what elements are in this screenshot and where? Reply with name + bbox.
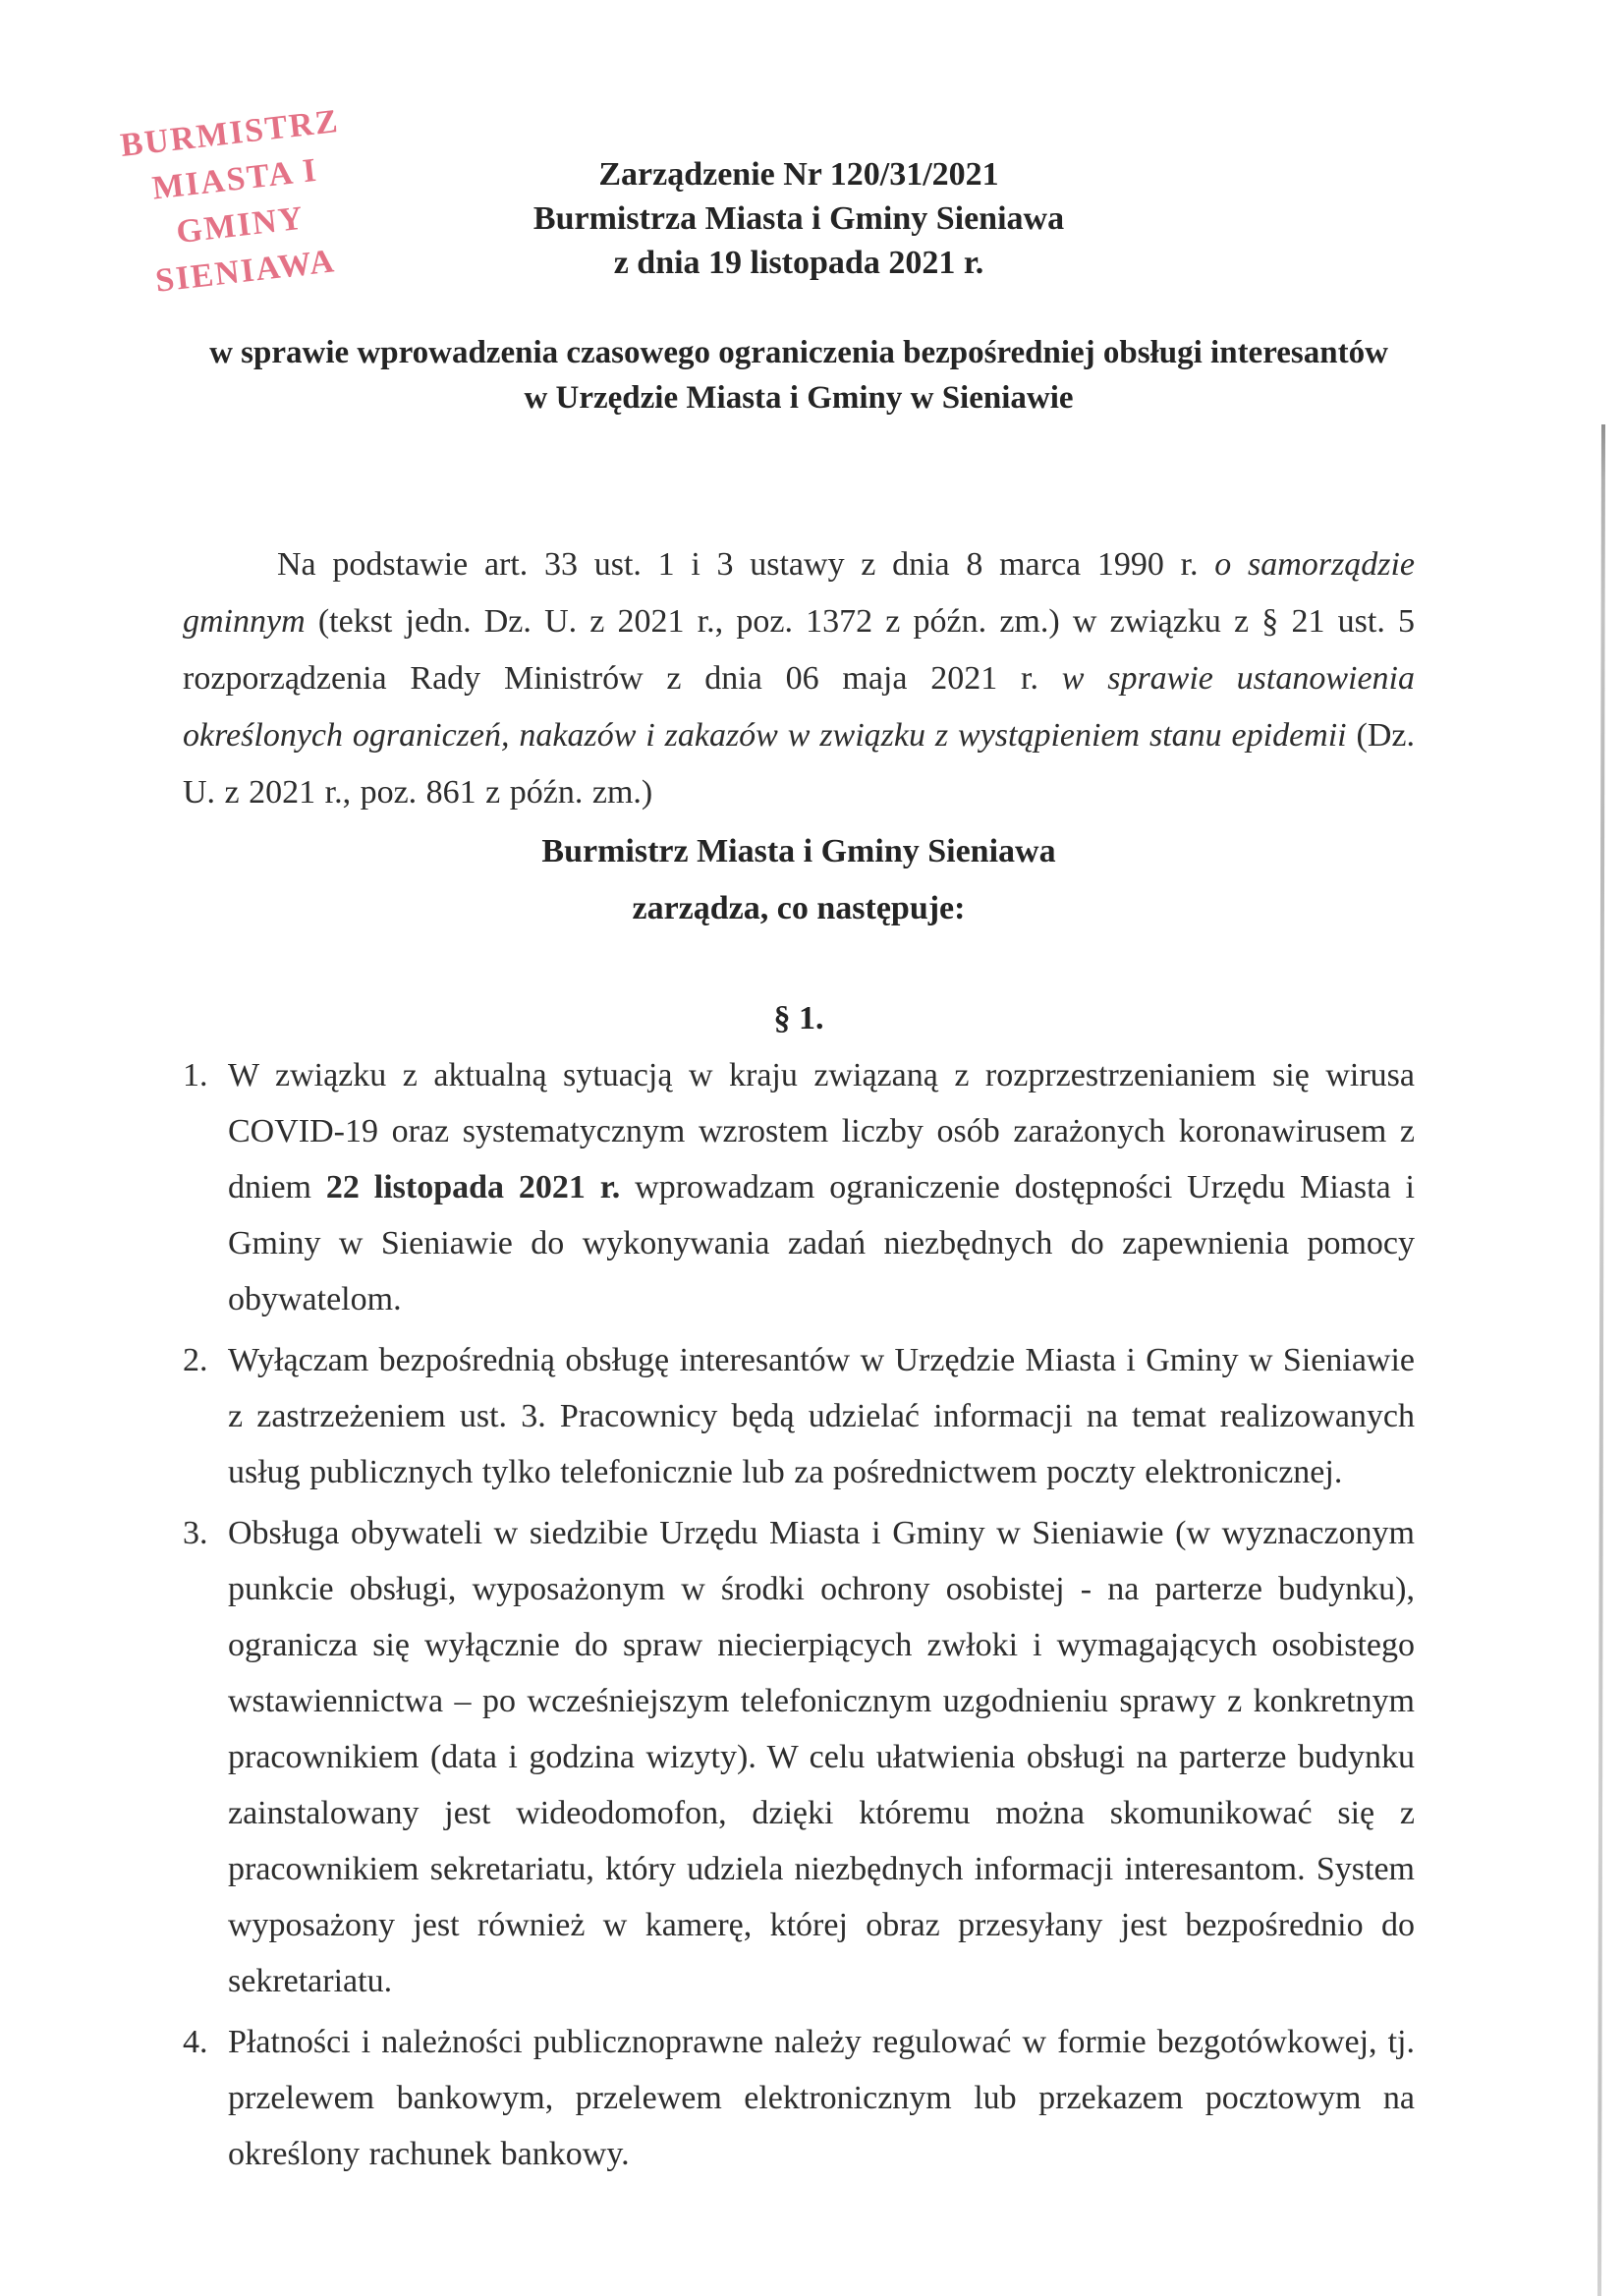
text-segment: W związku z aktualną sytuacją w kraju związaną z rozprzestrzenianiem się wirusa COVID-19 oraz systematycznym wzrostem liczby osób zarażonych koronawirusem z dniem (228, 1057, 1415, 1205)
text-segment: (tekst jedn. Dz. U. z 2021 r., poz. 1372 z późn. zm.) w związku z § 21 ust. 5 rozporządzenia Rady Ministrów z dnia 06 maja 2021 r. (183, 603, 1415, 697)
item-number: 4. (183, 2024, 208, 2060)
item-number: 2. (183, 1342, 208, 1378)
text-segment: o samorządzie gminnym (183, 546, 1415, 640)
document-subject (183, 330, 1415, 420)
title-line-date: z dnia 19 listopada 2021 r. (613, 245, 984, 281)
ordinance-list-item (183, 2014, 1415, 2182)
subject-line-2: w Urzędzie Miasta i Gminy w Sieniawie (524, 380, 1074, 416)
subject-line-1: w sprawie wprowadzenia czasowego ograniczenia bezpośredniej obsługi interesantów (209, 335, 1388, 370)
title-line-issuer: Burmistrza Miasta i Gminy Sieniawa (532, 200, 1065, 237)
item-text (228, 1047, 1415, 1327)
stamp-line-1: BURMISTRZ (118, 102, 342, 165)
section-heading: § 1. (773, 1000, 824, 1036)
title-line-number: Zarządzenie Nr 120/31/2021 (598, 156, 999, 193)
text-segment: 22 listopada 2021 r. (325, 1169, 621, 1205)
item-number: 3. (183, 1515, 208, 1551)
scan-edge-artifact (1597, 424, 1605, 2296)
ordinance-list-item (183, 1332, 1415, 1500)
text-segment: Na podstawie art. 33 ust. 1 i 3 ustawy z dnia 8 marca 1990 r. (277, 546, 1215, 583)
text-segment: Obsługa obywateli w siedzibie Urzędu Miasta i Gminy w Sieniawie (w wyznaczonym punkcie obsługi, wyposażonym w środki ochrony osobistej - na parterze budynku), ogranicza się wyłącznie do spraw niecierpiących zwłoki i wymagających osobistego wstawiennictwa – po wcześniejszym telefonicznym uzgodnieniu sprawy z konkretnym pracownikiem (data i godzina wizyty). W celu ułatwienia obsługi na parterze budynku zainstalowany jest wideodomofon, dzięki któremu można skomunikować się z pracownikiem sekretariatu, który udziela niezbędnych informacji interesantom. System wyposażony jest również w kamerę, której obraz przesyłany jest bezpośrednio do sekretariatu. (228, 1515, 1415, 1999)
decree-heading-issuer: Burmistrz Miasta i Gminy Sieniawa (541, 833, 1056, 869)
item-text (228, 1505, 1415, 2009)
ordinance-list (183, 1047, 1415, 2182)
text-segment: Wyłączam bezpośrednią obsługę interesantów w Urzędzie Miasta i Gminy w Sieniawie z zastrzeżeniem ust. 3. Pracownicy będą udzielać informacji na temat realizowanych usług publicznych tylko telefonicznie lub za pośrednictwem poczty elektronicznej. (228, 1342, 1415, 1490)
stamp-line-3: SIENIAWA (153, 243, 338, 300)
legal-basis-paragraph (183, 536, 1415, 821)
decree-heading-phrase: zarządza, co następuje: (632, 890, 966, 926)
text-segment: wprowadzam ograniczenie dostępności Urzędu Miasta i Gminy w Sieniawie do wykonywania zadań niezbędnych do zapewnienia pomocy obywatelom. (228, 1169, 1416, 1317)
text-segment: (Dz. U. z 2021 r., poz. 861 z późn. zm.) (183, 717, 1416, 811)
document-title (183, 152, 1415, 285)
text-segment: Płatności i należności publicznoprawne należy regulować w formie bezgotówkowej, tj. przelewem bankowym, przelewem elektronicznym lub przekazem pocztowym na określony rachunek bankowy. (228, 2024, 1415, 2172)
item-text (228, 1332, 1415, 1500)
text-segment: w sprawie ustanowienia określonych ograniczeń, nakazów i zakazów w związku z wystąpieniem stanu epidemii (183, 660, 1416, 754)
item-text (228, 2014, 1415, 2182)
stamp-line-2: MIASTA I GMINY (150, 151, 320, 252)
ordinance-list-item (183, 1047, 1415, 1327)
decree-heading (183, 823, 1415, 937)
ordinance-list-item (183, 1505, 1415, 2009)
item-number: 1. (183, 1057, 208, 1093)
